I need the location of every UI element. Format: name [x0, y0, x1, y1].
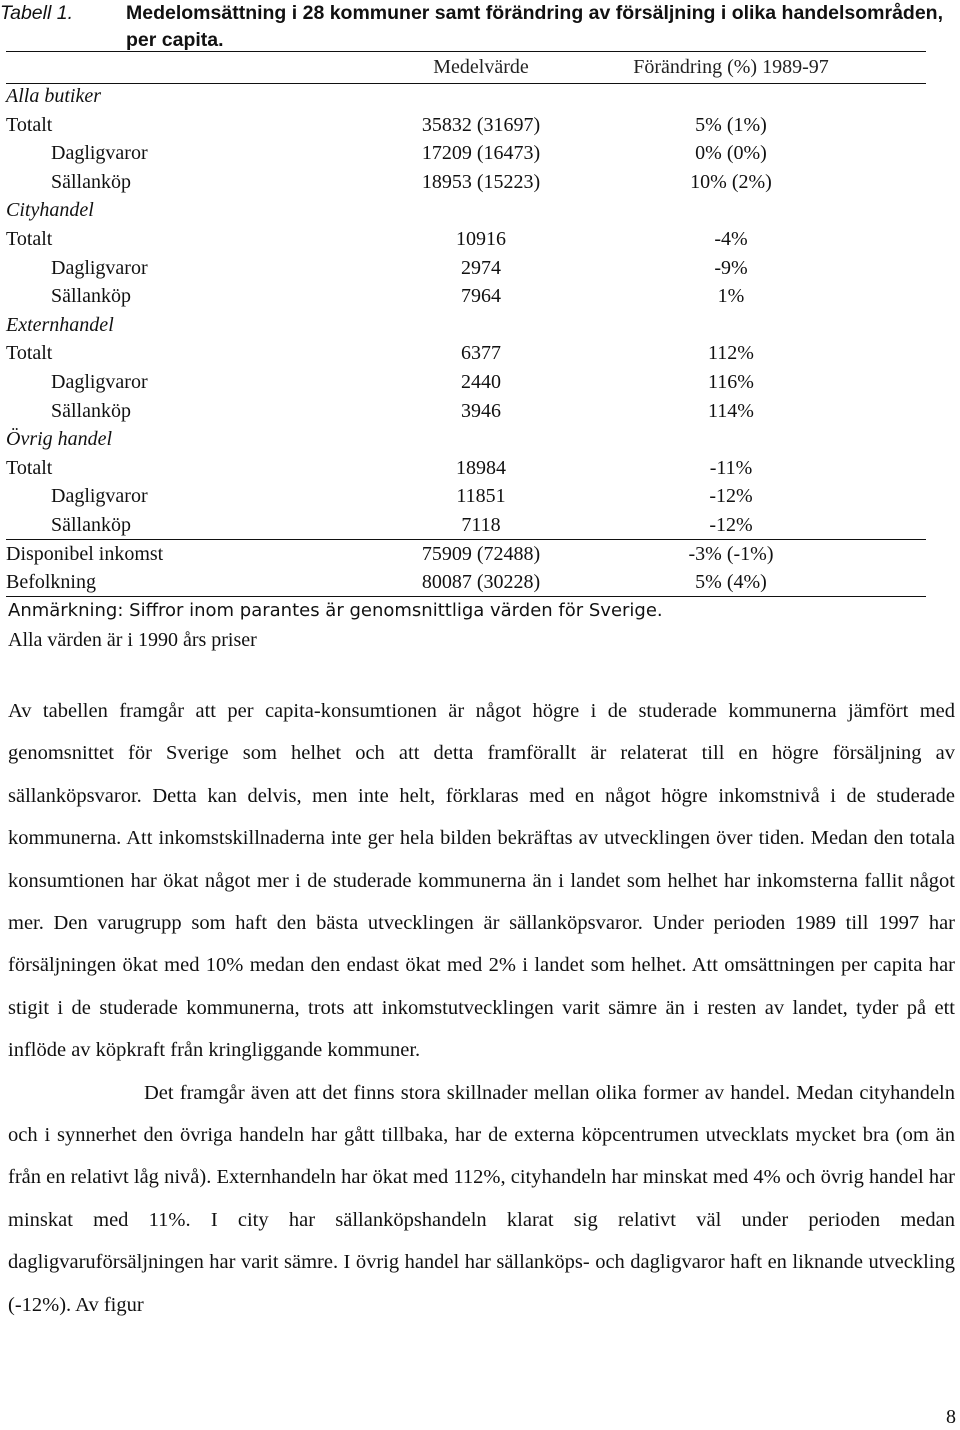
- row-label: Befolkning: [6, 571, 96, 594]
- cell-forandring: -4%: [714, 228, 748, 250]
- table-row: [6, 511, 926, 540]
- table-row: [6, 254, 926, 283]
- cell-forandring: 5% (1%): [695, 113, 767, 136]
- row-label: Totalt: [6, 342, 53, 365]
- row-label: Dagligvaror: [51, 142, 148, 165]
- cell-forandring: 116%: [708, 371, 754, 393]
- row-label: Totalt: [6, 113, 53, 136]
- table-row: [6, 454, 926, 483]
- cell-medelvarde: 10916: [456, 228, 506, 250]
- table-section-row: [6, 82, 926, 111]
- table-row: [6, 282, 926, 311]
- paragraph: Av tabellen framgår att per capita-konsumtionen är något högre i de studerade kommunerna jämfört med genomsnittet för Sverige som helhet och att detta framförallt är relaterat till en högre försäljning av sällanköpsvaror. Detta kan delvis, men inte helt, förklaras med en något högre inkomstnivå i de studerade kommunerna. Att inkomstskillnaderna inte ger hela bilden bekräftas av utvecklingen över tiden. Medan den totala konsumtionen har ökat något mer i de studerade kommunerna än i landet som helhet har inkomsterna fallit något mer. Den varugrupp som haft den bästa utvecklingen är sällanköpsvaror. Under perioden 1989 till 1997 har försäljningen ökat med 10% medan den endast ökat med 2% i landet som helhet. Att omsättningen per capita har stigit i de studerade kommunerna, trots att inkomstutvecklingen varit sämre än i resten av landet, tyder på ett inflöde av köpkraft från kringliggande kommuner.: [8, 700, 955, 1062]
- row-label: Totalt: [6, 456, 53, 479]
- row-label: Dagligvaror: [51, 256, 148, 279]
- table-row: [6, 339, 926, 368]
- table-row: [6, 139, 926, 168]
- table-note: Anmärkning: Siffror inom parantes är genomsnittliga värden för Sverige.: [8, 600, 663, 621]
- row-label: Dagligvaror: [51, 371, 148, 393]
- table-row: [6, 540, 926, 569]
- cell-medelvarde: 2440: [461, 371, 501, 393]
- row-label: Sällanköp: [51, 399, 131, 422]
- row-label: Totalt: [6, 228, 53, 250]
- cell-medelvarde: 7118: [461, 514, 501, 536]
- table-row: [6, 397, 926, 426]
- section-heading: Övrig handel: [6, 428, 113, 451]
- table-header-row: [6, 53, 926, 82]
- table-row: [6, 568, 926, 597]
- table-row: [6, 111, 926, 140]
- table-section-row: [6, 196, 926, 225]
- cell-forandring: -3% (-1%): [688, 542, 774, 565]
- table-note-prices: Alla värden är i 1990 års priser: [8, 629, 257, 651]
- body-text: [8, 690, 955, 1326]
- cell-medelvarde: 18984: [456, 456, 506, 479]
- cell-forandring: 0% (0%): [695, 142, 767, 165]
- page-number: 8: [946, 1406, 956, 1428]
- cell-medelvarde: 80087 (30228): [421, 571, 541, 594]
- cell-forandring: 10% (2%): [690, 170, 772, 193]
- cell-medelvarde: 35832 (31697): [421, 113, 541, 136]
- table-row: [6, 225, 926, 254]
- section-heading: Cityhandel: [6, 199, 94, 222]
- table-caption-label: Tabell 1.: [0, 2, 74, 24]
- table-section-row: [6, 425, 926, 454]
- table-header-forandring: Förändring (%) 1989-97: [633, 56, 829, 78]
- cell-forandring: 1%: [717, 285, 745, 308]
- cell-forandring: -11%: [709, 456, 753, 479]
- cell-forandring: 114%: [708, 399, 754, 422]
- cell-medelvarde: 17209 (16473): [421, 142, 541, 165]
- cell-medelvarde: 6377: [461, 342, 501, 365]
- cell-medelvarde: 11851: [456, 485, 506, 508]
- table-row: [6, 168, 926, 197]
- row-label: Sällanköp: [51, 514, 131, 536]
- table-section-row: [6, 311, 926, 340]
- cell-medelvarde: 3946: [461, 399, 501, 422]
- row-label: Disponibel inkomst: [6, 542, 164, 565]
- section-heading: Alla butiker: [6, 85, 101, 107]
- row-label: Sällanköp: [51, 170, 131, 193]
- table-row: [6, 368, 926, 397]
- cell-forandring: 5% (4%): [695, 571, 767, 594]
- table-header-medelvarde: Medelvärde: [433, 56, 529, 78]
- cell-forandring: 112%: [708, 342, 754, 365]
- table-caption-text: Medelomsättning i 28 kommuner samt förändring av försäljning i olika handelsområden, per capita.: [126, 2, 944, 51]
- paragraph: Det framgår även att det finns stora skillnader mellan olika former av handel. Medan cityhandeln och i synnerhet den övriga handeln har gått tillbaka, har de externa köpcentrumen utvecklats mycket bra (om än från en relativt låg nivå). Externhandeln har ökat med 112%, cityhandeln har minskat med 4% och övrig handel har minskat med 11%. I city har sällanköpshandeln klarat sig relativt väl under perioden medan dagligvaruförsäljningen har varit sämre. I övrig handel har sällanköps- och dagligvaror haft en liknande utveckling (-12%). Av figur: [8, 1081, 955, 1316]
- table-caption: [0, 0, 952, 54]
- table-row: [6, 482, 926, 511]
- cell-forandring: -12%: [709, 514, 753, 536]
- cell-medelvarde: 75909 (72488): [421, 542, 541, 565]
- row-label: Sällanköp: [51, 285, 131, 308]
- cell-medelvarde: 7964: [461, 285, 501, 308]
- cell-medelvarde: 2974: [461, 256, 501, 279]
- row-label: Dagligvaror: [51, 485, 148, 508]
- cell-medelvarde: 18953 (15223): [421, 170, 541, 193]
- cell-forandring: -9%: [714, 256, 748, 279]
- section-heading: Externhandel: [6, 313, 114, 336]
- table-top-rule: [6, 51, 926, 52]
- cell-forandring: -12%: [709, 485, 753, 508]
